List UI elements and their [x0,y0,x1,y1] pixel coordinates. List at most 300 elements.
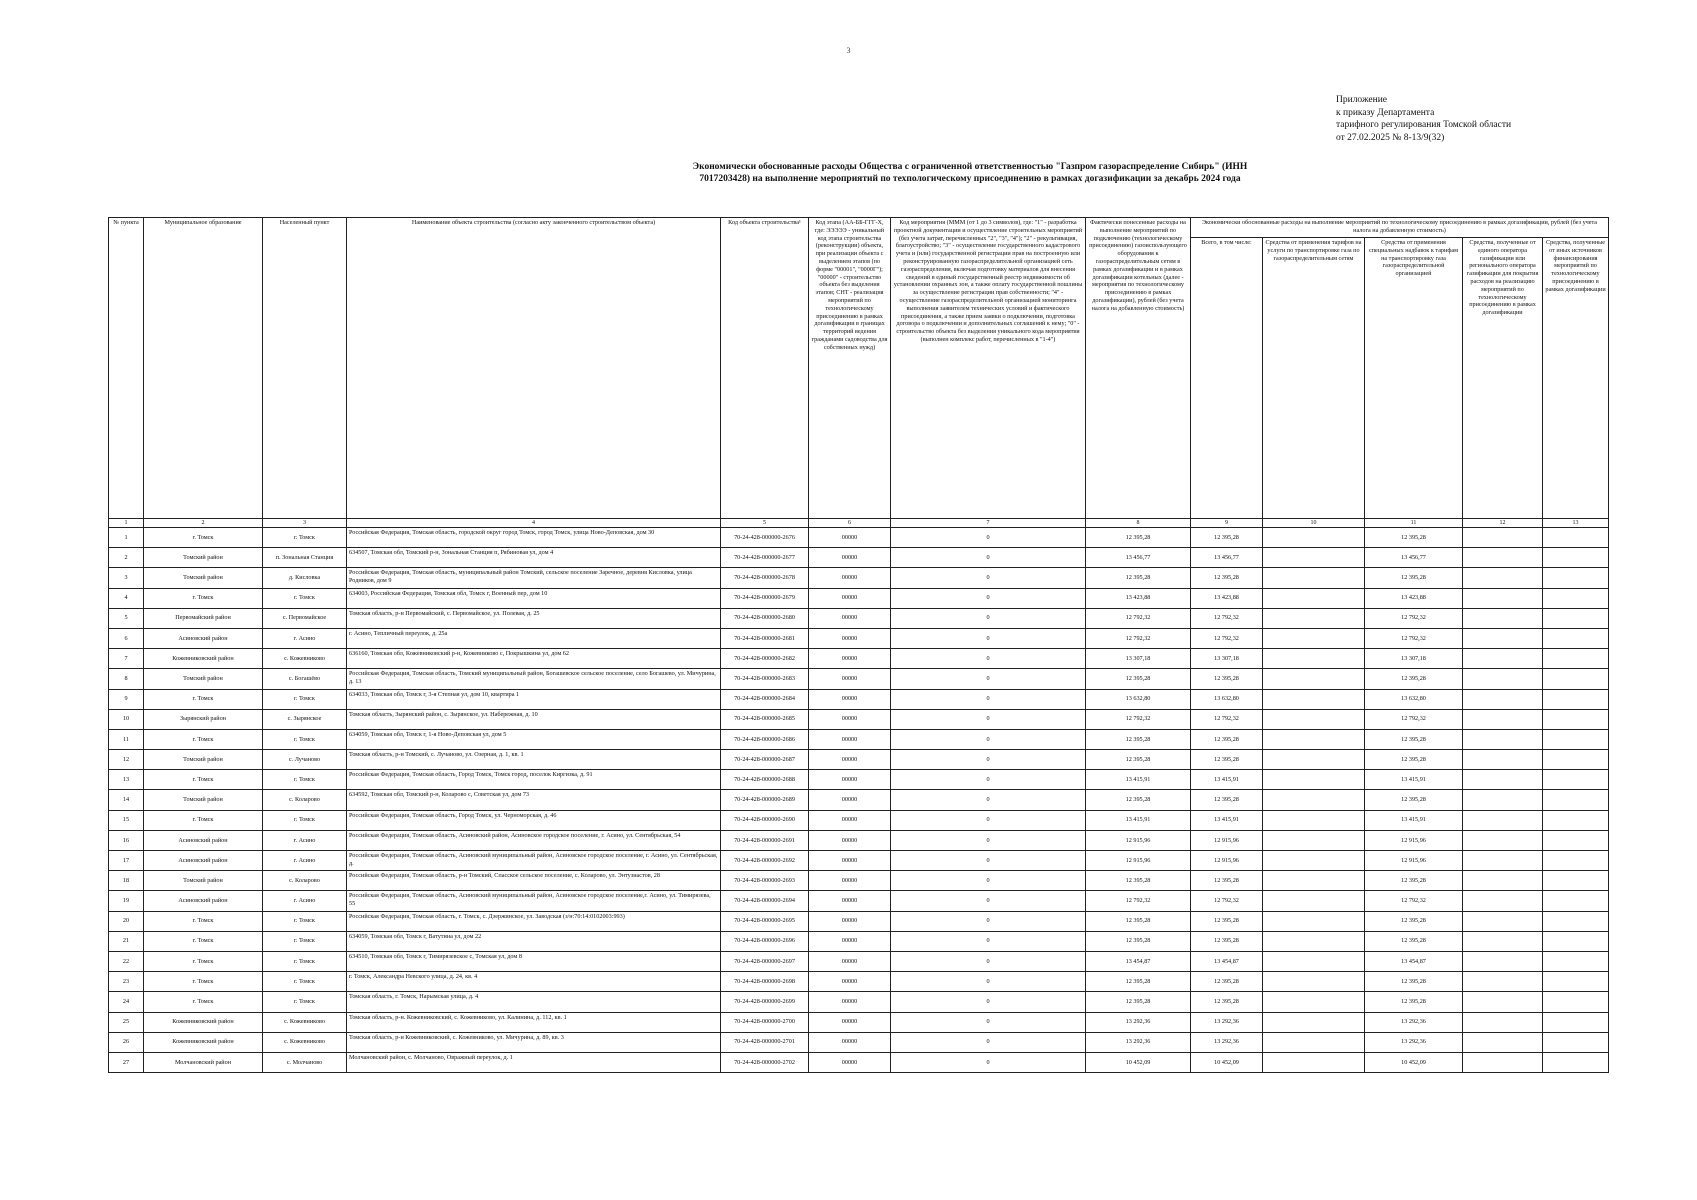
operator-funds-cell [1463,608,1543,628]
header-stage-code: Код этапа (АА-ББ-ГГГ-Х, где: ЭЭЭЭЭ - уникальный код этапа строительства (реконструкции) объекта, при реализации объекта с выделением этапов (по форме "00001", "0000Г"); "00000" - строительство объекта без выделения этапов; СНТ - реализация мероприятий по технологическому присоединению в рамках догазификации в границах территорий ведения гражданами садоводства для собственных нужд) [809,218,891,519]
actual-costs-cell: 13 292,36 [1086,1012,1191,1032]
table-row [109,588,1609,608]
stage-code-cell: 00000 [809,528,891,548]
total-cell: 12 915,96 [1191,830,1263,850]
surcharge-funds-cell: 12 792,32 [1365,891,1463,911]
header-total: Всего, в том числе: [1191,238,1263,519]
actual-costs-cell: 13 456,77 [1086,548,1191,568]
operator-funds-cell [1463,770,1543,790]
operator-funds-cell [1463,951,1543,971]
locality-cell: г. Асино [263,628,347,648]
object-code-cell: 70-24-428-000000-2696 [721,931,809,951]
address-cell: 634510, Томская обл, Томск г, Тимирязевское с, Томская ул, дом 8 [347,951,721,971]
other-funds-cell [1543,830,1609,850]
actual-costs-cell: 13 454,87 [1086,951,1191,971]
municipality-cell: г. Томск [144,931,263,951]
object-code-cell: 70-24-428-000000-2694 [721,891,809,911]
surcharge-funds-cell: 12 395,28 [1365,931,1463,951]
table-row [109,548,1609,568]
other-funds-cell [1543,1032,1609,1052]
total-cell: 12 395,28 [1191,871,1263,891]
actual-costs-cell: 13 632,80 [1086,689,1191,709]
object-code-cell: 70-24-428-000000-2686 [721,729,809,749]
surcharge-funds-cell: 12 792,32 [1365,709,1463,729]
other-funds-cell [1543,972,1609,992]
stage-code-cell: 00000 [809,750,891,770]
column-number: 12 [1463,519,1543,528]
municipality-cell: Асиновский район [144,830,263,850]
other-funds-cell [1543,911,1609,931]
row-number: 26 [109,1032,144,1052]
locality-cell: п. Зональная Станция [263,548,347,568]
row-number: 21 [109,931,144,951]
header-other-funds: Средства, полученные от иных источников финансирования мероприятий по технологическому присоединению в рамках догазификации [1543,238,1609,519]
operator-funds-cell [1463,669,1543,689]
total-cell: 12 792,32 [1191,628,1263,648]
row-number: 23 [109,972,144,992]
surcharge-funds-cell: 12 395,28 [1365,729,1463,749]
stage-code-cell: 00000 [809,689,891,709]
column-number: 3 [263,519,347,528]
row-number: 19 [109,891,144,911]
object-code-cell: 70-24-428-000000-2678 [721,568,809,588]
event-code-cell: 0 [891,992,1086,1012]
address-cell: Томская область, р-н Томский, с. Лучаново, ул. Озерная, д. 1, кв. 1 [347,750,721,770]
column-number: 5 [721,519,809,528]
header-tariff-funds: Средства от применения тарифов на услуги по транспортировке газа по газораспределительным сетям [1263,238,1365,519]
operator-funds-cell [1463,588,1543,608]
locality-cell: с. Кожевниково [263,649,347,669]
stage-code-cell: 00000 [809,568,891,588]
surcharge-funds-cell: 12 395,28 [1365,911,1463,931]
municipality-cell: г. Томск [144,729,263,749]
stage-code-cell: 00000 [809,972,891,992]
address-cell: Российская Федерация, Томская область, муниципальный район Томский, сельское поселение Заречное, деревня Кисловка, улица Родников, дом 9 [347,568,721,588]
municipality-cell: Зырянский район [144,709,263,729]
row-number: 18 [109,871,144,891]
operator-funds-cell [1463,992,1543,1012]
actual-costs-cell: 12 395,28 [1086,871,1191,891]
row-number: 2 [109,548,144,568]
locality-cell: г. Томск [263,770,347,790]
actual-costs-cell: 12 792,32 [1086,891,1191,911]
total-cell: 13 415,91 [1191,810,1263,830]
row-number: 12 [109,750,144,770]
address-cell: Томская область, г. Томск, Нарымская улица, д. 4 [347,992,721,1012]
object-code-cell: 70-24-428-000000-2682 [721,649,809,669]
operator-funds-cell [1463,1052,1543,1072]
total-cell: 13 292,36 [1191,1032,1263,1052]
municipality-cell: Томский район [144,669,263,689]
header-surcharge-funds: Средства от применения специальных надбавок к тарифам на транспортировку газа газораспределительной организацией [1365,238,1463,519]
table-row [109,951,1609,971]
event-code-cell: 0 [891,851,1086,871]
object-code-cell: 70-24-428-000000-2700 [721,1012,809,1032]
locality-cell: г. Томск [263,588,347,608]
address-cell: Российская Федерация, Томская область, Асиновский район, Асиновское городское поселение, г. Асино, ул. Сентябрьская, 54 [347,830,721,850]
stage-code-cell: 00000 [809,911,891,931]
locality-cell: с. Первомайское [263,608,347,628]
column-number: 13 [1543,519,1609,528]
total-cell: 13 423,88 [1191,588,1263,608]
stage-code-cell: 00000 [809,770,891,790]
total-cell: 13 454,87 [1191,951,1263,971]
municipality-cell: г. Томск [144,689,263,709]
municipality-cell: г. Томск [144,972,263,992]
table-row [109,628,1609,648]
header-actual-costs: Фактически понесенные расходы на выполнение мероприятий по подключению (технологическому присоединению) газоиспользующего оборудования к газораспределительным сетям в рамках догазификации и в рамках догазификации котельных (далее - мероприятия по технологическому присоединению в рамках догазификации), рублей (без учета налога на добавленную стоимость) [1086,218,1191,519]
operator-funds-cell [1463,689,1543,709]
address-cell: 634507, Томская обл, Томский р-н, Зональная Станция п, Рябиновая ул, дом 4 [347,548,721,568]
object-code-cell: 70-24-428-000000-2702 [721,1052,809,1072]
surcharge-funds-cell: 13 415,91 [1365,770,1463,790]
table-row [109,709,1609,729]
stage-code-cell: 00000 [809,1032,891,1052]
actual-costs-cell: 12 395,28 [1086,790,1191,810]
address-cell: Российская Федерация, Томская область, городской округ город Томск, город Томск, улица Ново-Деповская, дом 30 [347,528,721,548]
object-code-cell: 70-24-428-000000-2690 [721,810,809,830]
actual-costs-cell: 13 307,18 [1086,649,1191,669]
tariff-funds-cell [1263,649,1365,669]
tariff-funds-cell [1263,1032,1365,1052]
table-row [109,770,1609,790]
row-number: 4 [109,588,144,608]
stage-code-cell: 00000 [809,1012,891,1032]
appendix-block [1336,94,1511,144]
event-code-cell: 0 [891,1012,1086,1032]
address-cell: 634592, Томская обл, Томский р-н, Коларово с, Советская ул, дом 73 [347,790,721,810]
header-number: № пункта [109,218,144,519]
operator-funds-cell [1463,750,1543,770]
stage-code-cell: 00000 [809,608,891,628]
other-funds-cell [1543,750,1609,770]
event-code-cell: 0 [891,931,1086,951]
document-title: Экономически обоснованные расходы Общества с ограниченной ответственностью "Газпром газораспределение Сибирь" (ИНН 7017203428) на выполнение мероприятий по техпологическому присоединению в рамках догазификации за декабрь 2024 года [692,162,1248,184]
total-cell: 12 395,28 [1191,568,1263,588]
total-cell: 12 395,28 [1191,972,1263,992]
object-code-cell: 70-24-428-000000-2689 [721,790,809,810]
appendix-line: Приложение [1336,95,1387,105]
object-code-cell: 70-24-428-000000-2679 [721,588,809,608]
surcharge-funds-cell: 13 423,88 [1365,588,1463,608]
tariff-funds-cell [1263,830,1365,850]
row-number: 5 [109,608,144,628]
locality-cell: г. Томск [263,911,347,931]
event-code-cell: 0 [891,649,1086,669]
row-number: 24 [109,992,144,1012]
total-cell: 12 395,28 [1191,992,1263,1012]
other-funds-cell [1543,871,1609,891]
object-code-cell: 70-24-428-000000-2693 [721,871,809,891]
header-object-code: Код объекта строительства¹ [721,218,809,519]
object-code-cell: 70-24-428-000000-2697 [721,951,809,971]
header-row [109,218,1609,238]
row-number: 7 [109,649,144,669]
stage-code-cell: 00000 [809,1052,891,1072]
column-number: 10 [1263,519,1365,528]
column-number: 6 [809,519,891,528]
operator-funds-cell [1463,871,1543,891]
other-funds-cell [1543,689,1609,709]
operator-funds-cell [1463,931,1543,951]
other-funds-cell [1543,729,1609,749]
column-number: 9 [1191,519,1263,528]
other-funds-cell [1543,528,1609,548]
event-code-cell: 0 [891,891,1086,911]
surcharge-funds-cell: 12 915,96 [1365,851,1463,871]
operator-funds-cell [1463,628,1543,648]
address-cell: Российская Федерация, Томская область, р-н Томский, Спасское сельское поселение, с. Коларово, ул. Энтузиастов, 28 [347,871,721,891]
locality-cell: г. Томск [263,992,347,1012]
table-row [109,871,1609,891]
object-code-cell: 70-24-428-000000-2681 [721,628,809,648]
locality-cell: с. Коларово [263,790,347,810]
tariff-funds-cell [1263,548,1365,568]
other-funds-cell [1543,1052,1609,1072]
table-row [109,729,1609,749]
locality-cell: с. Богашёво [263,669,347,689]
tariff-funds-cell [1263,1052,1365,1072]
stage-code-cell: 00000 [809,810,891,830]
actual-costs-cell: 12 915,96 [1086,830,1191,850]
object-code-cell: 70-24-428-000000-2691 [721,830,809,850]
stage-code-cell: 00000 [809,891,891,911]
expenses-table [108,217,1609,1073]
surcharge-funds-cell: 13 292,36 [1365,1012,1463,1032]
stage-code-cell: 00000 [809,931,891,951]
total-cell: 12 395,28 [1191,669,1263,689]
address-cell: Российская Федерация, Томская область, Город Томск, Томск город, поселок Киргизка, д. 91 [347,770,721,790]
address-cell: 634059, Томская обл, Томск г, 1-я Ново-Деповская ул, дом 5 [347,729,721,749]
municipality-cell: Асиновский район [144,891,263,911]
tariff-funds-cell [1263,750,1365,770]
column-number: 4 [347,519,721,528]
stage-code-cell: 00000 [809,628,891,648]
event-code-cell: 0 [891,689,1086,709]
other-funds-cell [1543,851,1609,871]
surcharge-funds-cell: 12 395,28 [1365,790,1463,810]
surcharge-funds-cell: 13 307,18 [1365,649,1463,669]
table-row [109,750,1609,770]
municipality-cell: Первомайский район [144,608,263,628]
actual-costs-cell: 13 292,36 [1086,1032,1191,1052]
tariff-funds-cell [1263,871,1365,891]
table-row [109,528,1609,548]
surcharge-funds-cell: 13 454,87 [1365,951,1463,971]
other-funds-cell [1543,628,1609,648]
actual-costs-cell: 13 415,91 [1086,810,1191,830]
other-funds-cell [1543,770,1609,790]
row-number: 14 [109,790,144,810]
address-cell: Российская Федерация, Томская область, Город Томск, ул. Черноморская, д. 46 [347,810,721,830]
stage-code-cell: 00000 [809,548,891,568]
locality-cell: г. Томск [263,951,347,971]
operator-funds-cell [1463,911,1543,931]
event-code-cell: 0 [891,810,1086,830]
object-code-cell: 70-24-428-000000-2680 [721,608,809,628]
appendix-line: тарифного регулирования Томской области [1336,120,1512,130]
table-row [109,911,1609,931]
header-justified-costs-group: Экономически обоснованные расходы на выполнение мероприятий по технологическому присоединению в рамках догазификации, рублей (без учета налога на добавленную стоимость) [1191,218,1609,238]
operator-funds-cell [1463,1032,1543,1052]
tariff-funds-cell [1263,729,1365,749]
object-code-cell: 70-24-428-000000-2692 [721,851,809,871]
other-funds-cell [1543,568,1609,588]
operator-funds-cell [1463,790,1543,810]
tariff-funds-cell [1263,709,1365,729]
municipality-cell: Томский район [144,568,263,588]
stage-code-cell: 00000 [809,871,891,891]
other-funds-cell [1543,992,1609,1012]
locality-cell: г. Томск [263,729,347,749]
header-object-name: Наименование объекта строительства (согласно акту законченного строительством объекта) [347,218,721,519]
tariff-funds-cell [1263,669,1365,689]
locality-cell: г. Томск [263,810,347,830]
municipality-cell: Асиновский район [144,628,263,648]
municipality-cell: г. Томск [144,810,263,830]
row-number: 15 [109,810,144,830]
total-cell: 10 452,09 [1191,1052,1263,1072]
municipality-cell: Томский район [144,871,263,891]
object-code-cell: 70-24-428-000000-2685 [721,709,809,729]
tariff-funds-cell [1263,931,1365,951]
address-cell: Томская область, р-н Кожевниковский, с. Кожевниково, ул. Мичурина, д. 89, кв. 3 [347,1032,721,1052]
tariff-funds-cell [1263,1012,1365,1032]
municipality-cell: Асиновский район [144,851,263,871]
operator-funds-cell [1463,972,1543,992]
address-cell: Томская область, р-н. Кожевниковский, с. Кожевниково, ул. Калинина, д. 112, кв. 1 [347,1012,721,1032]
event-code-cell: 0 [891,790,1086,810]
table-row [109,568,1609,588]
actual-costs-cell: 12 915,96 [1086,851,1191,871]
locality-cell: г. Томск [263,931,347,951]
stage-code-cell: 00000 [809,951,891,971]
operator-funds-cell [1463,568,1543,588]
table-row [109,669,1609,689]
row-number: 11 [109,729,144,749]
object-code-cell: 70-24-428-000000-2676 [721,528,809,548]
municipality-cell: Томский район [144,548,263,568]
table-row [109,608,1609,628]
row-number: 6 [109,628,144,648]
total-cell: 12 792,32 [1191,709,1263,729]
stage-code-cell: 00000 [809,709,891,729]
tariff-funds-cell [1263,588,1365,608]
locality-cell: г. Асино [263,830,347,850]
total-cell: 13 292,36 [1191,1012,1263,1032]
stage-code-cell: 00000 [809,790,891,810]
total-cell: 12 395,28 [1191,528,1263,548]
other-funds-cell [1543,608,1609,628]
table-row [109,972,1609,992]
column-number: 8 [1086,519,1191,528]
event-code-cell: 0 [891,871,1086,891]
locality-cell: г. Томск [263,972,347,992]
row-number: 17 [109,851,144,871]
surcharge-funds-cell: 13 415,91 [1365,810,1463,830]
locality-cell: с. Кожевниково [263,1012,347,1032]
table-row [109,992,1609,1012]
table-row [109,689,1609,709]
locality-cell: с. Молчаново [263,1052,347,1072]
other-funds-cell [1543,709,1609,729]
total-cell: 12 395,28 [1191,790,1263,810]
address-cell: г. Асино, Тепличный переулок, д. 25а [347,628,721,648]
surcharge-funds-cell: 12 395,28 [1365,528,1463,548]
locality-cell: г. Томск [263,528,347,548]
locality-cell: с. Лучаново [263,750,347,770]
total-cell: 13 632,80 [1191,689,1263,709]
stage-code-cell: 00000 [809,851,891,871]
surcharge-funds-cell: 12 395,28 [1365,992,1463,1012]
locality-cell: г. Асино [263,891,347,911]
tariff-funds-cell [1263,790,1365,810]
tariff-funds-cell [1263,689,1365,709]
tariff-funds-cell [1263,851,1365,871]
total-cell: 12 395,28 [1191,931,1263,951]
object-code-cell: 70-24-428-000000-2683 [721,669,809,689]
locality-cell: г. Томск [263,689,347,709]
table-row [109,891,1609,911]
event-code-cell: 0 [891,548,1086,568]
operator-funds-cell [1463,709,1543,729]
municipality-cell: г. Томск [144,951,263,971]
address-cell: Молчановский район, с. Молчаново, Овражный переулок, д. 1 [347,1052,721,1072]
tariff-funds-cell [1263,891,1365,911]
stage-code-cell: 00000 [809,729,891,749]
row-number: 9 [109,689,144,709]
operator-funds-cell [1463,1012,1543,1032]
municipality-cell: Кожевниковский район [144,1012,263,1032]
object-code-cell: 70-24-428-000000-2698 [721,972,809,992]
column-numbers-row [109,519,1609,528]
other-funds-cell [1543,931,1609,951]
table-row [109,790,1609,810]
operator-funds-cell [1463,851,1543,871]
total-cell: 12 395,28 [1191,750,1263,770]
object-code-cell: 70-24-428-000000-2695 [721,911,809,931]
surcharge-funds-cell: 12 395,28 [1365,871,1463,891]
header-event-code: Код мероприятия (МММ (от 1 до 3 символов), где: "1" - разработка проектной документации и осуществление строительных мероприятий (без учета затрат, перечисленных "2", "3", "4"); "2" - рекультивация, благоустройство; "3" - осуществление государственного кадастрового учета и (или) государственной регистрации прав на построенную или реконструированную газораспределительной организацией сеть газораспределения, включая подготовку материалов для внесения сведений в единый государственный реестр недвижимости об установлении охранных зон, а также оплату государственной пошлины за осуществление регистрации прав собственности; "4" - осуществление газораспределительной организацией мониторинга выполнения заявителем технических условий и фактического присоединения, а также прием заявки о подключении, подготовка договора о подключении и дополнительных соглашений к нему; "0" - строительство объекта без выделения уникального кода мероприятия (выполнен комплекс работ, перечисленных в "1-4") [891,218,1086,519]
event-code-cell: 0 [891,568,1086,588]
actual-costs-cell: 12 792,32 [1086,608,1191,628]
stage-code-cell: 00000 [809,992,891,1012]
total-cell: 12 395,28 [1191,911,1263,931]
surcharge-funds-cell: 10 452,09 [1365,1052,1463,1072]
event-code-cell: 0 [891,972,1086,992]
tariff-funds-cell [1263,951,1365,971]
actual-costs-cell: 12 792,32 [1086,628,1191,648]
total-cell: 13 415,91 [1191,770,1263,790]
address-cell: 634033, Томская обл, Томск г, 3-я Степная ул, дом 10, квартира 1 [347,689,721,709]
municipality-cell: г. Томск [144,588,263,608]
event-code-cell: 0 [891,750,1086,770]
actual-costs-cell: 12 395,28 [1086,992,1191,1012]
address-cell: г. Томск, Александра Невского улица, д. 24, кв. 4 [347,972,721,992]
table-row [109,851,1609,871]
municipality-cell: г. Томск [144,911,263,931]
actual-costs-cell: 12 395,28 [1086,528,1191,548]
surcharge-funds-cell: 13 456,77 [1365,548,1463,568]
surcharge-funds-cell: 12 792,32 [1365,608,1463,628]
event-code-cell: 0 [891,669,1086,689]
other-funds-cell [1543,1012,1609,1032]
operator-funds-cell [1463,729,1543,749]
event-code-cell: 0 [891,830,1086,850]
stage-code-cell: 00000 [809,830,891,850]
actual-costs-cell: 12 395,28 [1086,911,1191,931]
header-municipality: Муниципальное образование [144,218,263,519]
